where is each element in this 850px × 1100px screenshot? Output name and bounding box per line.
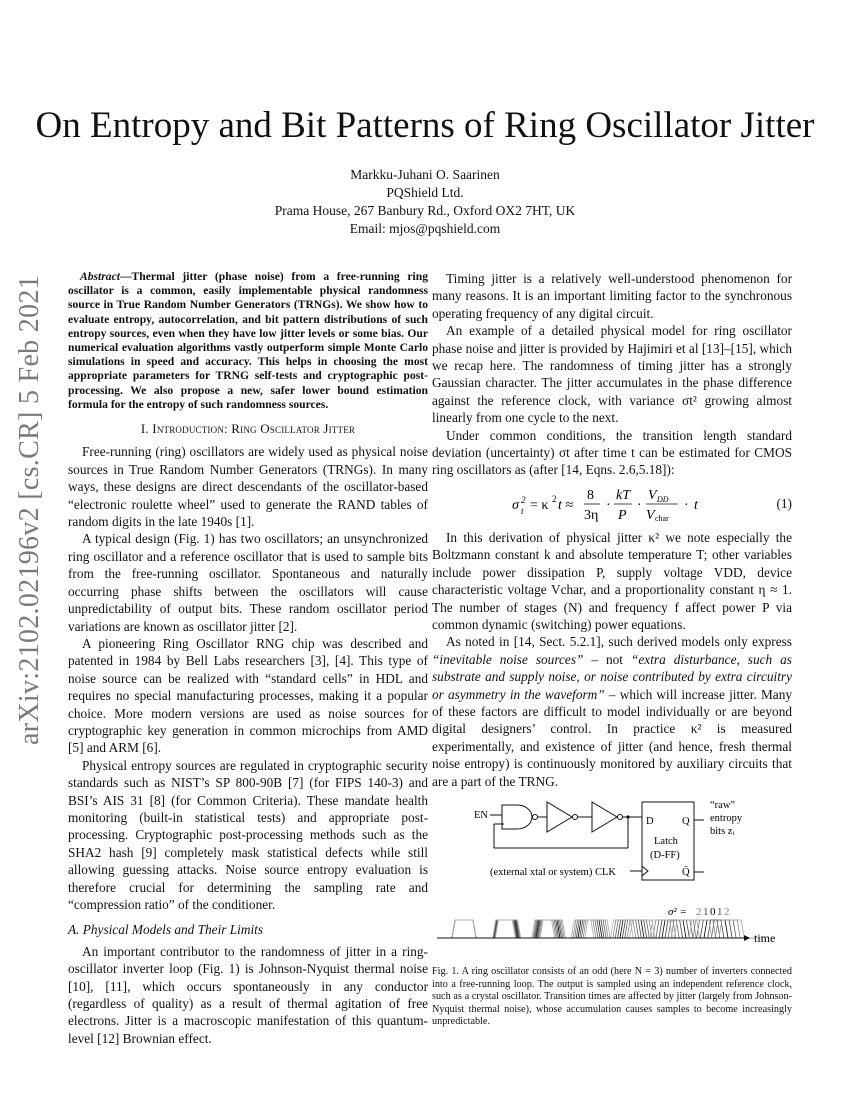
qbar-label: Q̄ — [682, 867, 690, 878]
paragraph: A pioneering Ring Oscillator RNG chip was described and patented in 1984 by Bell Labs researchers [3], [4]. This type of noise source can be realized with “standard cells” in HDL and requires no special manufacturing processes, making it a popular choice. More modern versions are used as noise sources for cryptographic key generation in common microchips from AMD [5] and ARM [6]. — [68, 635, 428, 756]
entropy-label: entropy — [710, 813, 743, 824]
jitter-waveform — [442, 920, 764, 938]
address: Prama House, 267 Banbury Rd., Oxford OX2 7HT, UK — [274, 203, 576, 218]
abstract-label: Abstract — [80, 270, 120, 283]
arxiv-sidebar — [10, 275, 50, 745]
svg-text:P: P — [618, 507, 627, 523]
equation-number: (1) — [776, 495, 792, 511]
left-column — [68, 270, 428, 1047]
latch-type-label: (D-FF) — [650, 850, 680, 861]
paper-title: On Entropy and Bit Patterns of Ring Oscillator Jitter — [35, 105, 815, 146]
svg-text:·: · — [606, 497, 611, 513]
svg-text:t: t — [521, 505, 524, 516]
quote-span: “inevitable noise sources” — [432, 651, 584, 667]
equation-1 — [432, 485, 792, 523]
affiliation: PQShield Ltd. — [386, 185, 464, 200]
svg-text:·: · — [637, 497, 642, 513]
author-block — [0, 166, 850, 238]
svg-text:8: 8 — [587, 487, 594, 503]
paragraph: Timing jitter is a relatively well-understood phenomenon for many reasons. It is an important limiting factor to the synchronous operating frequency of any digital circuit. — [432, 271, 792, 321]
time-label: time — [754, 931, 776, 945]
sigma-digit: 1 — [703, 906, 709, 918]
raw-label: “raw” — [710, 800, 736, 811]
paragraph: In this derivation of physical jitter κ² we note especially the Boltzmann constant k and absolute temperature T; other variables include power dissipation P, supply voltage VDD, device characteristic voltage Vchar, and a proportionality constant η ≈ 1. The number of stages (N) and frequency f affect power P via common dynamic (switching) power equations. — [432, 529, 792, 632]
svg-text:·: · — [684, 497, 689, 513]
svg-text:V: V — [646, 507, 655, 523]
text-span: As noted in [14, Sect. 5.2.1], such derived models only express — [446, 634, 792, 650]
ring-oscillator-diagram — [432, 800, 792, 960]
author-name: Markku-Juhani O. Saarinen — [350, 167, 500, 182]
svg-text:DD: DD — [657, 494, 669, 504]
inverter-icon — [592, 802, 617, 832]
right-column — [432, 270, 792, 790]
section-title: Introduction: Ring Oscillator Jitter — [152, 421, 356, 437]
figure-caption: Fig. 1. A ring oscillator consists of an odd (here N = 3) number of inverters connected into a free-running loop. The output is sampled using an independent reference clock, such as a crystal oscillator. Transition times are affected by jitter (largely from Johnson-Nyquist thermal noise), whose accumulation causes samples to become increasingly unpredictable. — [432, 966, 792, 1028]
paragraph — [432, 633, 792, 790]
paragraph: An example of a detailed physical model for ring oscillator phase noise and jitter is provided by Hajimiri et al [13]–[15], which we recap here. The randomness of timing jitter has a strongly Gaussian character. The jitter accumulates in the phase difference against the reference clock, with variance σt² growing almost linearly from one cycle to the next. — [432, 323, 792, 426]
abstract — [68, 270, 428, 412]
sigma-digit: 1 — [717, 906, 723, 918]
sigma-digit: 2 — [696, 906, 702, 918]
paragraph: An important contributor to the randomness of jitter in a ring-oscillator inverter loop (Fig. 1) is Johnson-Nyquist thermal noise [10], [11], which occurs spontaneously in any conductor (regardless of quality) as a result of thermal agitation of free electrons. Jitter is a macroscopic manifestation of this quantum-level [12] Brownian effect. — [68, 943, 428, 1046]
q-label: Q — [682, 816, 690, 827]
svg-text:t ≈: t ≈ — [558, 497, 574, 513]
subsection-heading: A. Physical Models and Their Limits — [68, 922, 264, 938]
latch-label: Latch — [654, 836, 678, 847]
email: Email: mjos@pqshield.com — [349, 221, 501, 236]
section-heading — [68, 420, 428, 437]
arxiv-identifier: arXiv:2102.02196v2 [cs.CR] 5 Feb 2021 — [14, 275, 45, 745]
text-span: – which will increase jitter. Many of these factors are difficult to model individually or are beyond digital designers’ control. In practice κ² is measured experimentally, and existence of jitter (and hence, fresh thermal noise entropy) is continuously monitored by auxiliary circuits that are a part of the TRNG. — [432, 686, 792, 789]
sigma-digit: 2 — [724, 906, 730, 918]
bits-label: bits zᵢ — [710, 826, 735, 837]
svg-text:kT: kT — [616, 487, 630, 503]
svg-text:= κ: = κ — [530, 497, 549, 513]
quote-span: “extra disturbance, such as substrate and supply noise, or noise contributed by extra circuitry or asymmetry in the waveform” — [432, 651, 792, 702]
clk-label: (external xtal or system) CLK — [490, 867, 616, 878]
sigma-label: σ² = — [668, 906, 687, 918]
text-span: – not — [583, 651, 631, 667]
en-label: EN — [474, 810, 488, 821]
figure-1 — [432, 800, 792, 960]
svg-text:t: t — [694, 497, 698, 513]
svg-text:char: char — [655, 513, 669, 523]
paragraph: A typical design (Fig. 1) has two oscillators; an unsynchronized ring oscillator and a reference oscillator that is used to sample bits from the free-running oscillator. Spontaneous and naturally occurring phase shifts between the oscillators will cause unpredictability of output bits. These random oscillator period variations are known as oscillator jitter [2]. — [68, 531, 428, 634]
abstract-text: —Thermal jitter (phase noise) from a free-running ring oscillator is a common, easily implementable physical randomness source in True Random Number Generators (TRNGs). We show how to evaluate entropy, autocorrelation, and bit pattern distributions of such entropy sources, even when they have low jitter levels or some bias. Our numerical evaluation algorithms vastly outperform simple Monte Carlo simulations in speed and accuracy. This helps in choosing the most appropriate parameters for TRNG self-tests and cryptographic post-processing. We also propose a new, safer lower bound estimation formula for the entropy of such randomness sources. — [68, 270, 428, 411]
equation-graphic — [512, 485, 742, 523]
sigma-digit: 0 — [710, 906, 716, 918]
paragraph: Under common conditions, the transition length standard deviation (uncertainty) σt after time t can be estimated for CMOS ring oscillators as (after [14, Eqns. 2.6,5.18]): — [432, 427, 792, 478]
d-label: D — [646, 816, 654, 827]
svg-text:2: 2 — [552, 493, 557, 504]
svg-text:3η: 3η — [584, 507, 599, 523]
inverter-icon — [547, 802, 572, 832]
paragraph: Physical entropy sources are regulated in cryptographic security standards such as NIST’s SP 800-90B [7] (for FIPS 140-3) and BSI’s AIS 31 [8] (for Common Criteria). These mandate health monitoring (built-in statistical tests) and appropriate post-processing. Cryptographic post-processing methods such as the SHA2 hash [9] completely mask statistical defects while still allowing guessing attacks. Noise source entropy evaluation is therefore crucial for determining the sampling rate and “compression ratio” of the conditioner. — [68, 757, 428, 912]
section-number: I. — [140, 421, 153, 437]
svg-text:σ: σ — [512, 497, 519, 513]
paragraph: Free-running (ring) oscillators are widely used as physical noise sources in True Random Number Generators (TRNGs). In many ways, these designs are direct descendants of the oscillator-based “electronic roulette wheel” used to generate the RAND tables of random digits in the late 1940s [1]. — [68, 444, 428, 530]
svg-text:V: V — [648, 487, 657, 503]
nand-gate-icon — [502, 805, 532, 829]
svg-text:2: 2 — [521, 494, 526, 505]
